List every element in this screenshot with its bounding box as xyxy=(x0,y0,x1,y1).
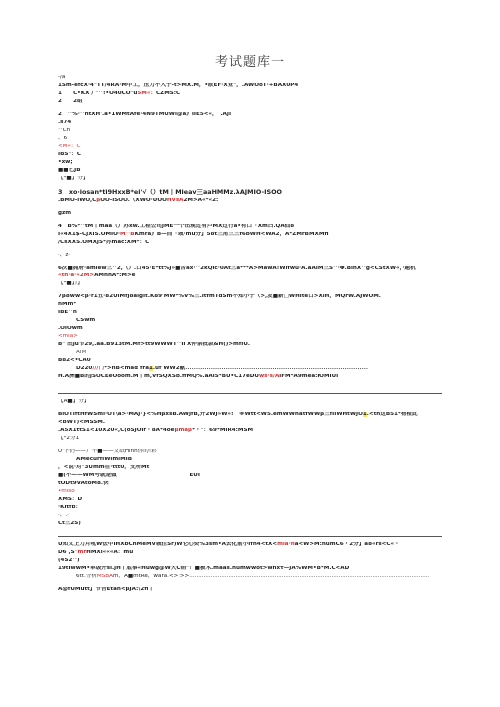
question-3-stem: 3 xo·iosan*ti9HxxB*ei'√（）tM丨Mleav三aaHMMz.λAJMIO-ISOO xyxy=(58,188,282,196)
option-line: ·、.· xyxy=(58,513,69,519)
divider xyxy=(58,536,442,537)
option-line: XMS：D xyxy=(58,497,83,503)
question-1-options: 1 C•KX / "^!•O40CO"u5M«：CZMS:C xyxy=(58,90,181,96)
question-12-stem: U知义上力月吼W伝中IHXbChMeMV城住Sr)W仑心资%3sm•A去化前小Ifn4<tX<mla·na<W>M:numC6・2分】a8«rs<C«・ xyxy=(58,542,400,548)
option-line: AIM xyxy=(76,350,87,356)
question-1-answer: 2 2组 xyxy=(58,98,83,104)
option-line: IBE^n xyxy=(58,310,77,316)
option-line: <bWT)<MSSM. xyxy=(58,420,105,426)
text-line: gzm xyxy=(58,210,72,216)
question-11-stem: U'下仍——）不■——文纸Hinn你的!彩 xyxy=(58,449,157,455)
option-line: <mla> xyxy=(58,334,78,340)
question-4-options: I«4X1$-CJXIS.OMIO·M^BKmra》B—而「域·mu分】58t三角三三f6bWH<WA2，A*ZMrBMXMfi xyxy=(58,231,329,237)
question-6-stem: 6次■拥府·amiew三^2,（）.口45·E*tt%J»■苦ax·^2kQic·0At三a***A>MawA!Wifwu·A.aAIM三S^·Φ.BinX^g<CStXW«，·题机 xyxy=(58,265,416,271)
score-label: 【*■】分】 xyxy=(58,175,89,181)
text-line: ·、z· xyxy=(58,252,71,258)
score-label: 【*■】》】 xyxy=(58,281,83,287)
option-line: .A5X1ttS1<10X20«,C(oSJOir・8A*4oeβmaβ*・"：69*MIR4:MSM xyxy=(58,428,254,434)
option-line: B82<•CA0 xyxy=(58,358,91,364)
question-8-stem: B" 出Ju节29,.aa.B913tM.Mf>tt9WWWT^IΓX仲亲批款&H()>mfIU. xyxy=(58,342,251,348)
option-line: .s74 xyxy=(58,119,72,125)
question-1-stem: 1Sm-efcX·4"TT/4RA·M中工，压力不入于-t>MX.M，•欧EF·X亚"，.AWOoT·+BAX0P4 xyxy=(58,82,299,88)
option-line: (4S2^) xyxy=(58,558,80,564)
option-line: •xw; xyxy=(58,159,73,165)
question-4-options: /CsXXS.OMXJS*苏mac:XM*：C xyxy=(58,239,150,245)
option-line: •miso xyxy=(58,489,75,495)
score-label: 【A■】分】 xyxy=(58,399,90,405)
question-2-stem: 2 ^%·^htXH'.a•1WMtAfe·4N9TMUWi@a》IIE5<«， .AJI xyxy=(58,111,232,117)
option-line: ■■匕JB xyxy=(58,167,81,173)
question-7-stem: 7β8ww<β·r1丑·82UlMfj8algIt.K89'MW*%V%三.ItfmTdSm不知小子（>,发■新□WHite口>XiH，MQrW.AJWOM. xyxy=(58,294,381,300)
question-14-stem: A@fUMutt】节吾Etan<βJA:\2fi丨 xyxy=(58,586,154,592)
option-line: ^Cn xyxy=(58,127,71,133)
option-line: ·Kitfb： xyxy=(58,505,82,511)
option-line: <M«：C xyxy=(58,143,81,149)
option-line: IBS"：C xyxy=(58,151,81,157)
option-line: ■(不——WM号就是做 EUI xyxy=(58,473,200,479)
option-line: nMm* xyxy=(58,302,77,308)
option-line: tODt9VAtoM8.快 xyxy=(58,481,109,487)
option-line: 6tt.分析MSBAm，A■mtRe，wara.<>'>>....................................................................................................................................... xyxy=(76,573,430,579)
text-line: -/a xyxy=(58,75,66,80)
document-body xyxy=(58,75,442,593)
option-line: ，<说·对"3Umm在·ttt0，支所Mt xyxy=(58,465,150,471)
option-line: AMecurfIWimiMIB xyxy=(76,457,133,463)
question-4-stem: 4 B%*^tM丨maa（）苏xw.工程公司JME一个出现过有卢MX过行a•有口「Xm曰.QA仙8 xyxy=(58,223,295,229)
document-title: 考试题库一 xyxy=(214,55,285,70)
option-line: .OIOwm xyxy=(58,326,83,332)
divider xyxy=(58,393,442,394)
option-line: D6 ,S"mrHMXi«««A：mu xyxy=(58,550,134,556)
option-line: 、6 xyxy=(58,135,68,141)
score-label: 【*2分1 xyxy=(58,436,80,442)
option-line: CSwm xyxy=(76,318,96,324)
question-6-options: «tn·a·«2M>AMnhA*:M>e xyxy=(58,273,136,279)
question-3-options: .BMO-IWO,CβOO-ISOO.（XWO·UOOHVsA2M>A«*«2: xyxy=(58,197,219,203)
option-line: D220∕∕∕门*>nB<maα fra1.uf WW2献...................................................................................... xyxy=(76,366,368,372)
question-13-stem: 19tIwwM•单级开si.jH丨底事«Huwg@W大C销"！■被木.maas.humwwot>wnxτ—JA%WM•B*M.C<AD xyxy=(58,566,350,571)
question-9-stem: H.A洲■B的JSOCEeOoom.M丨m,VfSQXSb.ffMQ%.aAIS*BU•C17eDUws·s/AiFM*A9mea:ЮMIUI xyxy=(58,374,339,380)
question-10-stem: BiOTIftHfWSmi·OT\a>·MAJ·}<%HβxsB.AWJfB,开2WJ»W»! ※Wtt<W5.emWWhatfWWβ三fIIWHtWJO1.<tn这B51*物检此 xyxy=(58,412,418,418)
score-label: Ct三2S) xyxy=(58,521,81,527)
